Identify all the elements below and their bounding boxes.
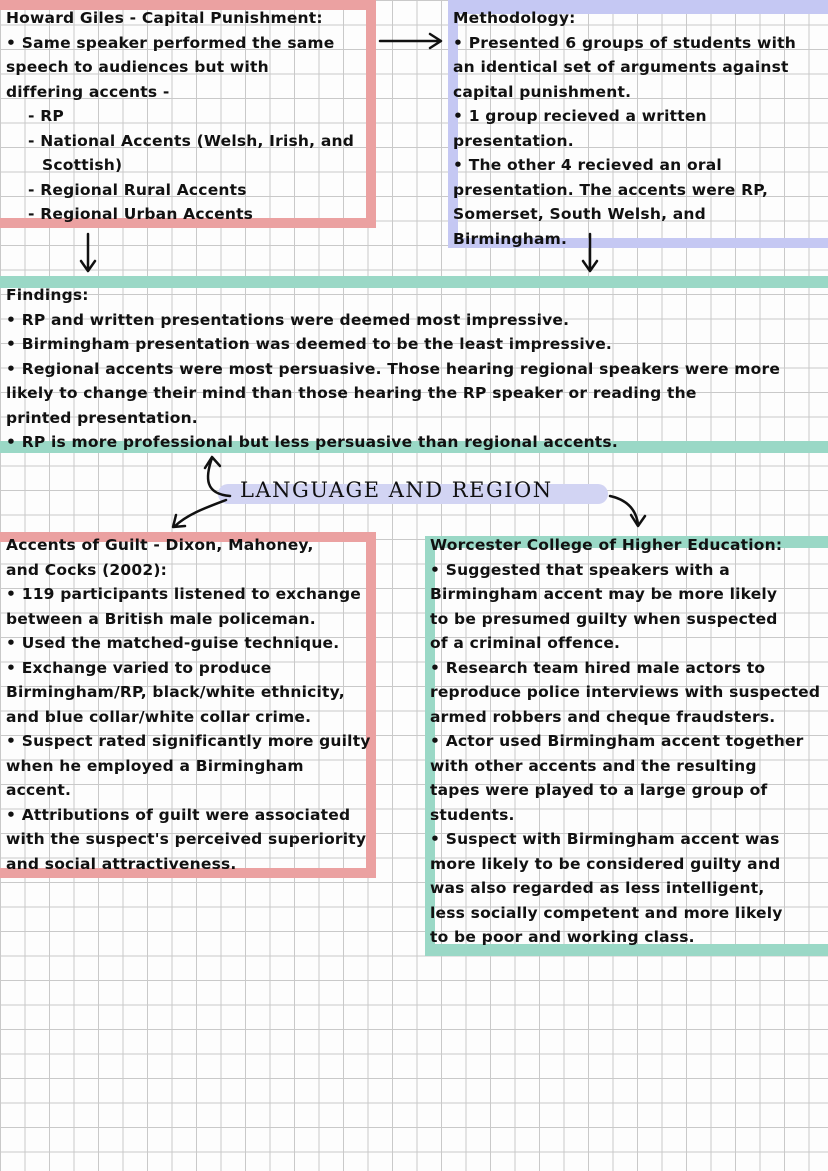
dixon-line: • Used the matched-guise technique. <box>6 634 340 652</box>
methodology-note <box>453 6 796 251</box>
methodology-line: Somerset, South Welsh, and <box>453 205 706 223</box>
findings-line: • RP and written presentations were deemed most impressive. <box>6 310 570 329</box>
worcester-line: of a criminal offence. <box>430 634 621 652</box>
dixon-note <box>6 533 371 876</box>
dixon-line: between a British male policeman. <box>6 609 316 628</box>
giles-accent-item: - Regional Urban Accents <box>28 205 254 223</box>
findings-heading: Findings: <box>6 286 89 304</box>
worcester-line: • Suspect with Birmingham accent was <box>430 830 780 848</box>
methodology-line: presentation. The accents were RP, <box>453 180 769 199</box>
methodology-heading: Methodology: <box>453 9 576 27</box>
giles-heading: Howard Giles - Capital Punishment: <box>6 9 323 27</box>
worcester-line: students. <box>430 805 515 824</box>
worcester-heading: Worcester College of Higher Education: <box>430 536 783 554</box>
worcester-line: • Suggested that speakers with a <box>430 560 730 579</box>
giles-note <box>6 6 354 227</box>
dixon-line: • Attributions of guilt were associated <box>6 805 351 824</box>
worcester-line: armed robbers and cheque fraudsters. <box>430 707 776 726</box>
worcester-line: was also regarded as less intelligent, <box>430 879 765 897</box>
worcester-line: • Actor used Birmingham accent together <box>430 732 804 750</box>
arrow-title-to-findings <box>205 457 230 496</box>
methodology-line: • Presented 6 groups of students with <box>453 33 796 52</box>
giles-line: differing accents - <box>6 82 170 101</box>
giles-line: • Same speaker performed the same <box>6 33 335 52</box>
methodology-line: Birmingham. <box>453 229 568 248</box>
dixon-line: accent. <box>6 781 72 799</box>
dixon-line: and social attractiveness. <box>6 854 237 873</box>
worcester-line: to be poor and working class. <box>430 928 695 946</box>
dixon-line: • Exchange varied to produce <box>6 658 272 677</box>
worcester-line: less socially competent and more likely <box>430 903 783 922</box>
arrow-title-to-dixon <box>173 500 226 527</box>
worcester-line: with other accents and the resulting <box>430 756 757 775</box>
dixon-line: Birmingham/RP, black/white ethnicity, <box>6 683 345 701</box>
methodology-line: • 1 group recieved a written <box>453 107 707 125</box>
arrow-giles-to-methodology <box>380 34 441 48</box>
findings-line: • Regional accents were most persuasive. Those hearing regional speakers were more <box>6 359 781 378</box>
findings-line: • Birmingham presentation was deemed to be the least impressive. <box>6 335 612 353</box>
worcester-note <box>430 533 820 950</box>
giles-accent-item: - National Accents (Welsh, Irish, and <box>28 131 355 150</box>
giles-accent-item: - Regional Rural Accents <box>28 180 247 199</box>
giles-accent-item: Scottish) <box>42 156 123 174</box>
findings-line: printed presentation. <box>6 408 198 427</box>
dixon-line: with the suspect's perceived superiority <box>6 830 367 848</box>
methodology-line: • The other 4 recieved an oral <box>453 156 722 174</box>
giles-accent-item: - RP <box>28 107 64 125</box>
worcester-line: more likely to be considered guilty and <box>430 854 781 873</box>
worcester-line: tapes were played to a large group of <box>430 781 768 799</box>
dixon-line: • 119 participants listened to exchange <box>6 585 361 603</box>
dixon-heading: and Cocks (2002): <box>6 560 168 579</box>
giles-line: speech to audiences but with <box>6 58 269 76</box>
worcester-line: • Research team hired male actors to <box>430 658 766 677</box>
dixon-line: when he employed a Birmingham <box>6 756 304 775</box>
worcester-line: Birmingham accent may be more likely <box>430 585 778 603</box>
findings-line: • RP is more professional but less persuasive than regional accents. <box>6 433 618 451</box>
findings-line: likely to change their mind than those hearing the RP speaker or reading the <box>6 384 697 402</box>
arrow-giles-to-findings <box>81 234 95 271</box>
page-title: LANGUAGE AND REGION <box>240 478 553 502</box>
dixon-heading: Accents of Guilt - Dixon, Mahoney, <box>6 536 314 554</box>
worcester-line: to be presumed guilty when suspected <box>430 609 778 628</box>
methodology-line: capital punishment. <box>453 82 632 101</box>
worcester-line: reproduce police interviews with suspected <box>430 683 821 701</box>
findings-note <box>6 283 780 455</box>
methodology-line: presentation. <box>453 131 574 150</box>
dixon-line: and blue collar/white collar crime. <box>6 707 312 726</box>
methodology-line: an identical set of arguments against <box>453 58 789 76</box>
dixon-line: • Suspect rated significantly more guilty <box>6 732 371 750</box>
